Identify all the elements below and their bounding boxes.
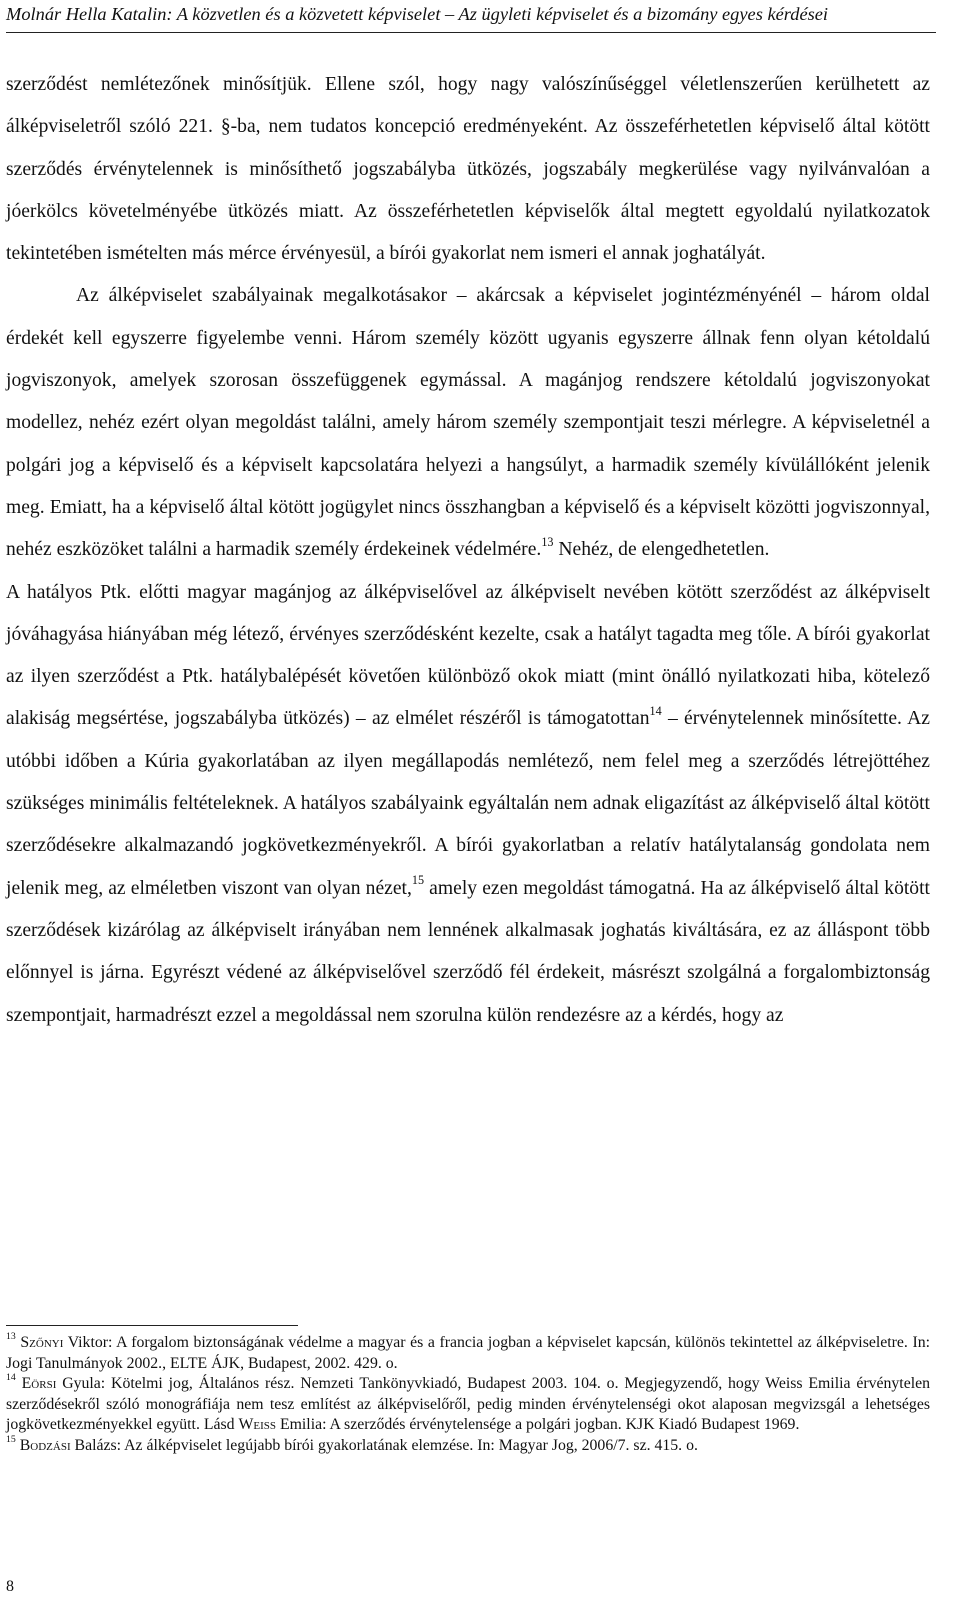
text-run: A hatályos Ptk. előtti magyar magánjog az álképviselővel az álképviselt nevében kötött szerződést az álképviselt jóváhagyása hiányában még létező, érvényes szerződésként kezelte, csak a hatályt tagadta meg tőle. A bírói gyakorlat az ilyen szerződést a Ptk. hatálybalépését követően különböző okok miatt (mint önálló nyilatkozati hiba, kötelező alakiság megsértése, jogszabályba ütközés) – az elmélet részéről is támogatottan — [6, 581, 930, 730]
paragraph — [6, 275, 930, 571]
text-run: szerződést nemlétezőnek minősítjük. Ellene szól, hogy nagy valószínűséggel véletlenszerűen kerülhetett az álképviseletről szóló 221. §-ba, nem tudatos koncepció eredményeként. Az összeférhetetlen képviselő által kötött szerződés érvénytelennek is minősíthető jogszabályba ütközés, jogszabály megkerülése vagy nyilvánvalóan a jóerkölcs követelményébe ütközés miatt. Az összeférhetetlen képviselők által megtett egyoldalú nyilatkozatok tekintetében ismételten más mérce érvényesül, a bírói gyakorlat nem ismeri el annak joghatályát. — [6, 74, 930, 265]
footnote — [6, 1436, 930, 1457]
running-header: Molnár Hella Katalin: A közvetlen és a közvetett képviselet – Az ügyleti képviselet és a bizomány egyes kérdései — [6, 4, 829, 24]
footnote — [6, 1333, 930, 1374]
text-run: Emilia: A szerződés érvénytelensége a polgári jogban. KJK Kiadó Budapest 1969. — [276, 1416, 800, 1434]
text-run: Gyula: Kötelmi jog, Általános rész. Nemzeti Tankönyvkiadó, Budapest 2003. 104. o. Megjegyzendő, hogy Weiss Emilia érvénytelen szerződésekről szóló monográfiája nem tesz említést az álképviselőről, pedig minden érvénytelenségi okot alaposan megvizsgál a lehetséges jogkövetkezményekkel együtt. Lásd — [6, 1375, 931, 1434]
footnote-reference: 13 — [541, 534, 554, 549]
footnote-reference: 14 — [649, 704, 662, 719]
paragraph — [6, 64, 930, 275]
footnote-reference: 14 — [6, 1372, 16, 1384]
author-name: Bodzási — [19, 1436, 71, 1454]
text-run: – érvénytelennek minősítette. Az utóbbi időben a Kúria gyakorlatában az ilyen megállapodás nemlétező, nem felel meg a szerződés létrejöttéhez szükséges minimális feltételeknek. A hatályos szabályaink egyáltalán nem adnak eligazítást az álképviselő által kötött szerződésekre alkalmazandó jogkövetkezményekről. A bírói gyakorlatban a relatív hatálytalanság gondolata nem jelenik meg, az elméletben viszont van olyan nézet, — [6, 708, 930, 899]
footnote-separator — [6, 1325, 298, 1326]
text-run: Az álképviselet szabályainak megalkotásakor – akárcsak a képviselet jogintézményénél – három oldal érdekét kell egyszerre figyelembe venni. Három személy között ugyanis egyszerre állnak fenn olyan kétoldalú jogviszonyok, amelyek szorosan összefüggenek egymással. A magánjog rendszere kétoldalú jogviszonyokat modellez, nehéz ezért olyan megoldást találni, amely három személy szempontjait teszi mérlegre. A képviseletnél a polgári jog a képviselő és a képviselt kapcsolatára helyezi a hangsúlyt, a harmadik személy kívülállóként jelenik meg. Emiatt, ha a képviselő által kötött jogügylet nincs összhangban a képviselő és a képviselt közötti jogviszonnyal, nehéz eszközöket találni a harmadik személy érdekeinek védelmére. — [6, 285, 930, 561]
author-name: Weiss — [238, 1416, 277, 1434]
text-run: Nehéz, de elengedhetetlen. — [553, 539, 770, 561]
paragraph — [6, 572, 930, 1037]
footnote-reference: 13 — [6, 1331, 16, 1343]
header-rule — [6, 32, 936, 33]
page-number: 8 — [6, 1578, 14, 1595]
footnote-reference: 15 — [411, 873, 425, 888]
footnotes — [6, 1333, 930, 1457]
author-name: Eörsi — [21, 1375, 57, 1393]
footnote — [6, 1374, 930, 1436]
text-run: Balázs: Az álképviselet legújabb bírói gyakorlatának elemzése. In: Magyar Jog, 2006/7. sz. 415. o. — [70, 1436, 698, 1454]
footnote-reference: 15 — [6, 1434, 16, 1446]
author-name: Szőnyi — [20, 1334, 64, 1351]
text-run: amely ezen megoldást támogatná. Ha az álképviselő által kötött szerződések kizárólag az álképviselt irányában nem lennének alkalmasak joghatás kiváltására, ez az álláspont több előnnyel is járna. Egyrészt védené az álképviselővel szerződő fél érdekeit, másrészt szolgálná a forgalombiztonság szempontjait, harmadrészt ezzel a megoldással nem szorulna külön rendezésre az a kérdés, hogy az — [6, 877, 930, 1026]
text-run: Viktor: A forgalom biztonságának védelme a magyar és a francia jogban a képviselet kapcsán, különös tekintettel az álképviseletre. In: Jogi Tanulmányok 2002., ELTE ÁJK, Budapest, 2002. 429. o. — [6, 1334, 931, 1372]
body-text — [6, 64, 930, 1037]
